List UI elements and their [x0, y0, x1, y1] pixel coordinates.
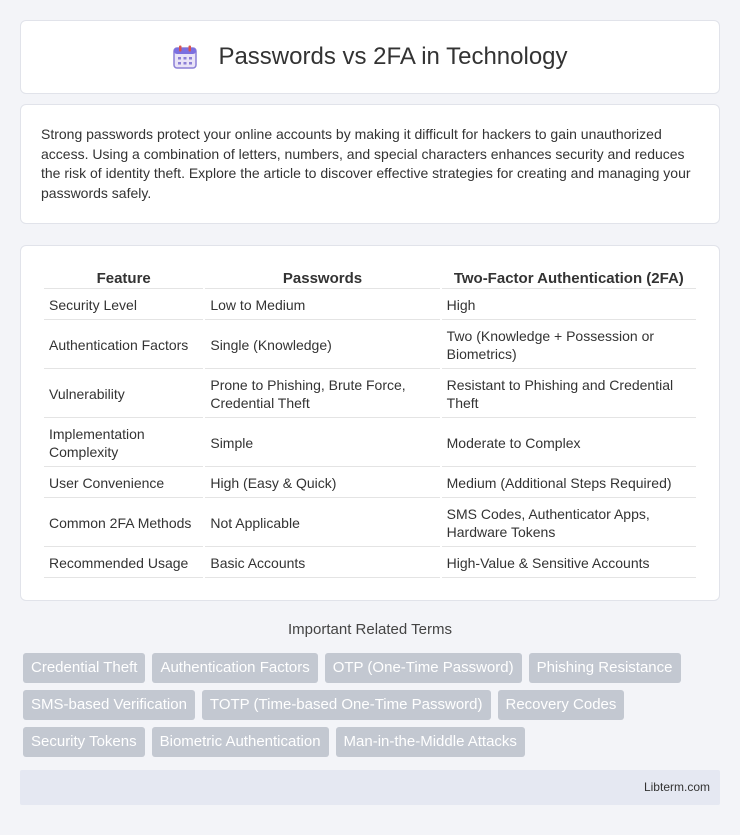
intro-text: Strong passwords protect your online accounts by making it difficult for hackers to gain unauthorized access. Using a combination of letters, numbers, and special characters enhances security and reduces the risk of identity theft. Explore the article to discover effective strategies for creating and managing your passwords safely.	[41, 126, 691, 201]
header-feature: Feature	[44, 268, 203, 289]
tag-sms-verification[interactable]: SMS-based Verification	[23, 690, 195, 720]
tag-credential-theft[interactable]: Credential Theft	[23, 653, 145, 683]
header-card	[20, 20, 720, 94]
related-terms-tags	[23, 653, 723, 764]
table-cell: SMS Codes, Authenticator Apps, Hardware Tokens	[442, 500, 696, 547]
table-cell: Security Level	[44, 291, 203, 320]
table-row	[44, 500, 696, 547]
table-cell: Single (Knowledge)	[205, 322, 439, 369]
table-cell: Moderate to Complex	[442, 420, 696, 467]
related-terms-title: Important Related Terms	[288, 621, 452, 638]
table-cell: High	[442, 291, 696, 320]
table-cell: Vulnerability	[44, 371, 203, 418]
intro-card	[20, 104, 720, 224]
calendar-icon	[172, 44, 198, 70]
footer	[20, 770, 720, 805]
header-2fa: Two-Factor Authentication (2FA)	[442, 268, 696, 289]
table-cell: Not Applicable	[205, 500, 439, 547]
footer-site-link[interactable]: Libterm.com	[643, 780, 710, 794]
tag-recovery-codes[interactable]: Recovery Codes	[498, 690, 625, 720]
tag-row	[23, 690, 723, 720]
header-passwords: Passwords	[205, 268, 439, 289]
tag-authentication-factors[interactable]: Authentication Factors	[152, 653, 317, 683]
table-cell: Common 2FA Methods	[44, 500, 203, 547]
table-row	[44, 420, 696, 467]
tag-phishing-resistance[interactable]: Phishing Resistance	[529, 653, 681, 683]
title-wrap	[172, 43, 567, 71]
table-cell: Two (Knowledge + Possession or Biometrics)	[442, 322, 696, 369]
table-cell: Authentication Factors	[44, 322, 203, 369]
table-cell: High (Easy & Quick)	[205, 469, 439, 498]
table-header-row	[44, 268, 696, 289]
table-cell: Basic Accounts	[205, 549, 439, 578]
table-cell: Prone to Phishing, Brute Force, Credential Theft	[205, 371, 439, 418]
tag-biometric-authentication[interactable]: Biometric Authentication	[152, 727, 329, 757]
table-cell: Simple	[205, 420, 439, 467]
table-cell: Resistant to Phishing and Credential Theft	[442, 371, 696, 418]
tag-totp[interactable]: TOTP (Time-based One-Time Password)	[202, 690, 491, 720]
tag-security-tokens[interactable]: Security Tokens	[23, 727, 145, 757]
table-cell: High-Value & Sensitive Accounts	[442, 549, 696, 578]
table-row	[44, 322, 696, 369]
table-cell: User Convenience	[44, 469, 203, 498]
table-row	[44, 371, 696, 418]
table-cell: Implementation Complexity	[44, 420, 203, 467]
tag-mitm-attacks[interactable]: Man-in-the-Middle Attacks	[336, 727, 525, 757]
table-row	[44, 549, 696, 578]
table-cell: Low to Medium	[205, 291, 439, 320]
tag-otp[interactable]: OTP (One-Time Password)	[325, 653, 522, 683]
tag-row	[23, 727, 723, 757]
table-row	[44, 469, 696, 498]
table-row	[44, 291, 696, 320]
table-cell: Recommended Usage	[44, 549, 203, 578]
table-cell: Medium (Additional Steps Required)	[442, 469, 696, 498]
comparison-table	[42, 266, 698, 580]
page-title: Passwords vs 2FA in Technology	[218, 43, 568, 70]
tag-row	[23, 653, 723, 683]
comparison-table-card	[20, 245, 720, 601]
